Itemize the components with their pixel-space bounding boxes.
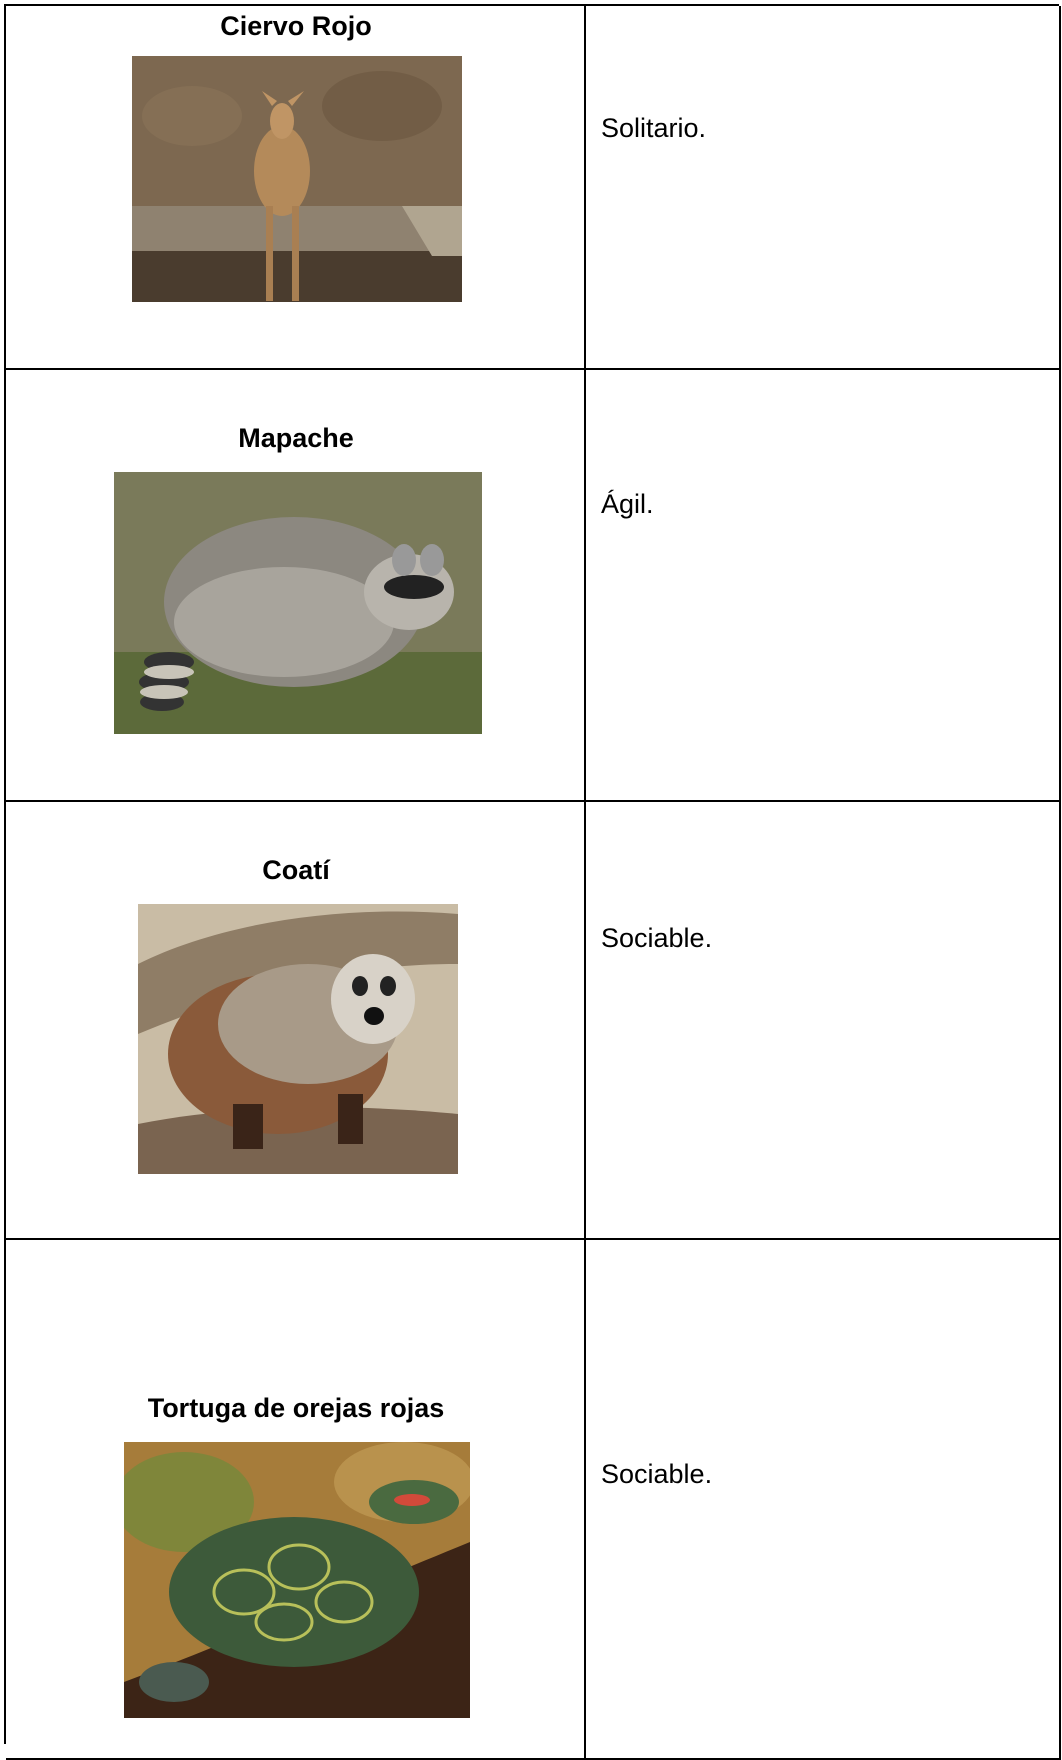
animal-name: Coatí bbox=[262, 855, 330, 885]
trait-cell bbox=[586, 1240, 1061, 1758]
deer-photo bbox=[132, 56, 462, 302]
trait-cell bbox=[586, 370, 1061, 800]
animal-trait: Ágil. bbox=[601, 489, 654, 519]
trait-cell bbox=[586, 6, 1061, 368]
animal-name: Mapache bbox=[238, 423, 354, 453]
animal-name: Ciervo Rojo bbox=[220, 11, 372, 41]
trait-cell bbox=[586, 802, 1061, 1238]
animal-cell bbox=[6, 370, 586, 800]
animal-cell bbox=[6, 6, 586, 368]
animal-cell bbox=[6, 1240, 586, 1758]
animal-trait: Sociable. bbox=[601, 1459, 713, 1489]
animal-cell bbox=[6, 802, 586, 1238]
table-row bbox=[6, 6, 1061, 370]
animal-trait: Sociable. bbox=[601, 923, 713, 953]
coati-photo bbox=[138, 904, 458, 1174]
animal-name: Tortuga de orejas rojas bbox=[147, 1393, 445, 1423]
table-row bbox=[6, 1240, 1061, 1760]
table-row bbox=[6, 370, 1061, 802]
animal-table bbox=[4, 4, 1059, 1744]
table-row bbox=[6, 802, 1061, 1240]
animal-trait: Solitario. bbox=[601, 113, 707, 143]
raccoon-photo bbox=[114, 472, 482, 734]
turtle-photo bbox=[124, 1442, 470, 1718]
